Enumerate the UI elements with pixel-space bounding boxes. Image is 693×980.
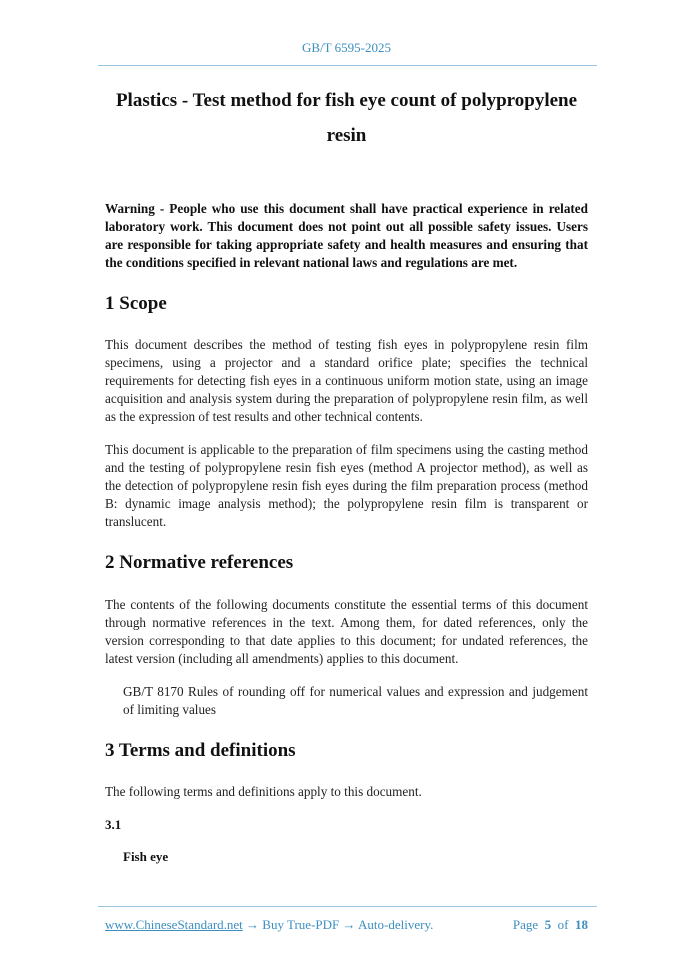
section-heading-normative-references: 2 Normative references <box>105 552 294 573</box>
total-pages: 18 <box>575 917 588 932</box>
warning-text: Warning - People who use this document shall have practical experience in related laboratory work. This document does not point out all possible safety issues. Users are responsible for taking appropriate safety and health measures and ensuring that the conditions specified in relevant national laws and regulations are met. <box>105 201 588 270</box>
page-indicator: Page 5 of 18 <box>512 917 588 932</box>
reference-item: GB/T 8170 Rules of rounding off for numerical values and expression and judgement of limiting values <box>123 684 588 717</box>
term-number: 3.1 <box>105 817 122 832</box>
term-name: Fish eye <box>123 849 169 864</box>
section-heading-terms: 3 Terms and definitions <box>105 740 296 761</box>
footer-rule <box>98 906 597 907</box>
document-code: GB/T 6595-2025 <box>302 40 391 55</box>
document-title-line1: Plastics - Test method for fish eye count of polypropylene <box>115 90 578 111</box>
header-rule <box>98 65 597 66</box>
footer <box>105 917 588 933</box>
terms-paragraph: The following terms and definitions apply to this document. <box>105 784 422 799</box>
current-page: 5 <box>544 917 552 932</box>
footer-tagline: → Buy True-PDF → Auto-delivery. <box>242 917 434 932</box>
section-heading-scope: 1 Scope <box>105 293 167 314</box>
scope-paragraph-2: This document is applicable to the preparation of film specimens using the casting method and the testing of polypropylene resin fish eyes (method A projector method), as well as the detection of polypropylene resin fish eyes during the film preparation process (method B: dynamic image analysis method); the polypropylene resin film is transparent or translucent. <box>105 442 588 529</box>
website-link[interactable]: www.ChineseStandard.net <box>105 917 243 932</box>
normative-references-paragraph: The contents of the following documents constitute the essential terms of this document through normative references in the text. Among them, for dated references, only the version corresponding to that date applies to this document; for undated references, the latest version (including all amendments) applies to this document. <box>105 597 588 666</box>
scope-paragraph-1: This document describes the method of testing fish eyes in polypropylene resin film specimens, using a projector and a standard orifice plate; specifies the technical requirements for detecting fish eyes in a continuous uniform motion state, using an image acquisition and analysis system during the preparation of polypropylene resin film, as well as the expression of test results and other technical contents. <box>105 337 588 424</box>
document-title-line2: resin <box>326 125 367 146</box>
